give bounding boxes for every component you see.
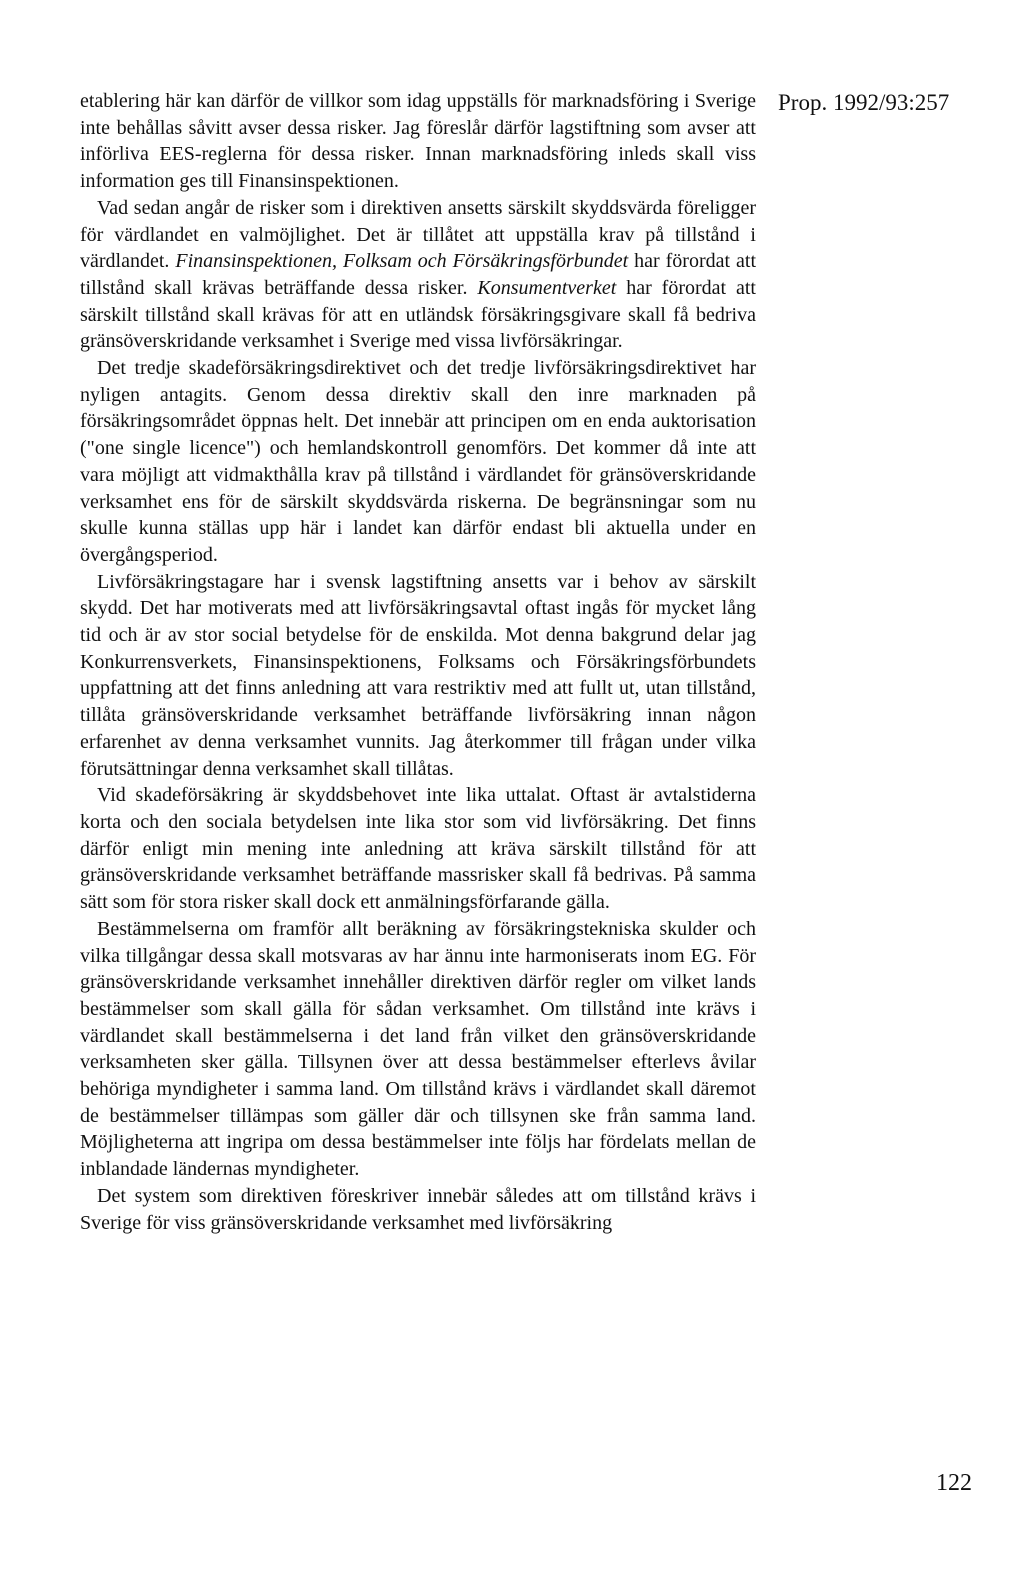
text-segment: Vid skadeförsäkring är skyddsbehovet inte lika uttalat. Oftast är avtalstiderna korta och den sociala betydelsen inte lika stor som vid livförsäkring. Det finns därför enligt min mening inte anledning att kräva särskilt tillstånd för att gränsöverskridande verksamhet beträffande massrisker skall få bedrivas. På samma sätt som för stora risker skall dock ett anmälningsförfarande gälla. xyxy=(80,784,756,914)
text-segment: etablering här kan därför de villkor som idag uppställs för marknadsföring i Sverige inte behållas såvitt avser dessa risker. Jag föreslår därför lagstiftning som avser att införliva EES-reglerna för dessa risker. Innan marknadsföring inleds skall viss information ges till Finansinspektionen. xyxy=(80,90,756,193)
paragraph xyxy=(80,569,756,783)
body-text xyxy=(80,88,756,1236)
paragraph xyxy=(80,782,756,916)
paragraph xyxy=(80,1183,756,1236)
italic-org-name: Konsumentverket xyxy=(477,276,617,299)
text-segment: Livförsäkringstagare har i svensk lagstiftning ansetts var i behov av särskilt skydd. Det har motiverats med att livförsäkringsavtal oftast ingås för mycket lång tid och är av stor social betydelse för de enskilda. Mot denna bakgrund delar jag Konkurrensverkets, Finansinspektionens, Folksams och Försäkringsförbundets uppfattning att det finns anledning att vara restriktiv med att fullt ut, utan tillstånd, tillåta gränsöverskridande verksamhet beträffande livförsäkring innan någon erfarenhet av denna verksamhet vunnits. Jag återkommer till frågan under vilka förutsättningar denna verksamhet skall tillåtas. xyxy=(80,570,756,780)
italic-org-names: Finansinspektionen, Folksam och Försäkringsförbundet xyxy=(175,250,629,273)
text-segment: Det tredje skadeförsäkringsdirektivet och det tredje livförsäkringsdirektivet har nyligen antagits. Genom dessa direktiv skall den inre marknaden på försäkringsområdet öppnas helt. Det innebär att principen om en enda auktorisation ("one single licence") och hemlandskontroll genomförs. Det kommer då inte att vara möjligt att vidmakthålla krav på tillstånd i värdlandet för gränsöverskridande verksamhet ens för de särskilt skyddsvärda riskerna. De begränsningar som nu skulle kunna ställas upp här i landet kan därför endast bli aktuella under en övergångsperiod. xyxy=(80,357,756,566)
text-segment: Vad sedan angår de risker som i direktiven ansetts särskilt skyddsvärda föreligger för värdlandet en valmöjlighet. Det är tillåtet att uppställa krav på tillstånd i värdlandet. xyxy=(80,196,756,273)
paragraph xyxy=(80,88,756,195)
text-segment: Bestämmelserna om framför allt beräkning av försäkringstekniska skulder och vilka tillgångar dessa skall motsvaras av har ännu inte harmoniserats inom EG. För gränsöverskridande verksamhet innehåller direktiven därför regler om vilket lands bestämmelser som skall gälla för sådan verksamhet. Om tillstånd inte krävs i värdlandet skall bestämmelserna i det land från vilket den gränsöverskridande verksamheten sker gälla. Tillsynen över att dessa bestämmelser efterlevs åvilar behöriga myndigheter i samma land. Om tillstånd krävs i värdlandet skall däremot de bestämmelser tillämpas som gäller där och tillsynen ske från samma land. Möjligheterna att ingripa om dessa bestämmelser inte följs har fördelats mellan de inblandade ländernas myndigheter. xyxy=(80,917,756,1181)
prop-reference: Prop. 1992/93:257 xyxy=(778,90,950,115)
text-segment: har förordat att särskilt tillstånd skall krävas för att en utländsk försäkringsgivare skall få bedriva gränsöverskridande verksamhet i Sverige med vissa livförsäkringar. xyxy=(80,276,756,353)
text-segment: har förordat att tillstånd skall krävas beträffande dessa risker. xyxy=(80,250,757,299)
paragraph xyxy=(80,355,756,569)
paragraph xyxy=(80,916,756,1183)
text-segment: Det system som direktiven föreskriver innebär således att om tillstånd krävs i Sverige för viss gränsöverskridande verksamhet med livförsäkring xyxy=(80,1184,756,1234)
paragraph xyxy=(80,195,756,355)
page-number: 122 xyxy=(936,1470,972,1496)
